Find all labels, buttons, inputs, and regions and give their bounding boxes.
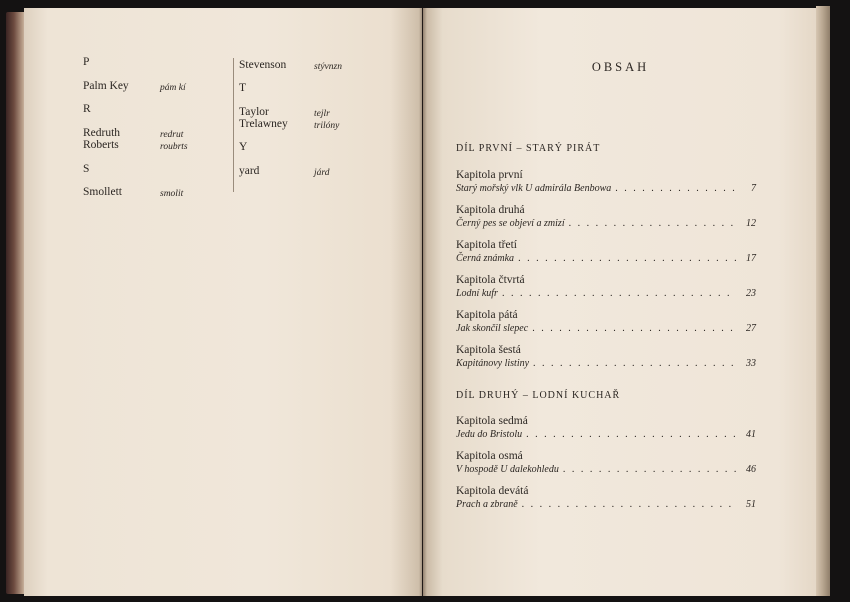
glossary-pronunciation: tejlr (314, 109, 330, 119)
glossary-pronunciation: pám kí (160, 83, 186, 93)
chapter-title: Černá známka (456, 253, 515, 264)
glossary-letter: R (83, 103, 91, 115)
glossary-pronunciation: redrut (160, 130, 184, 140)
glossary-name: Trelawney (239, 118, 288, 130)
toc-entry (456, 309, 756, 335)
glossary-name: Redruth (83, 127, 121, 139)
chapter-title: Starý mořský vlk U admirála Benbowa (456, 183, 612, 194)
glossary-name: Stevenson (239, 59, 287, 71)
glossary-name: Taylor (239, 106, 269, 118)
toc-entry (456, 239, 756, 265)
dot-leader (502, 287, 736, 300)
glossary-name: yard (239, 165, 260, 177)
dot-leader (615, 182, 736, 195)
chapter-label: Kapitola šestá (456, 344, 521, 356)
glossary-name: Roberts (83, 139, 119, 151)
left-page (24, 8, 422, 596)
toc-entry (456, 485, 756, 511)
toc-entry (456, 204, 756, 230)
toc-entry (456, 274, 756, 300)
dot-leader (522, 498, 736, 511)
glossary-pronunciation: trilóny (314, 121, 340, 131)
chapter-label: Kapitola třetí (456, 239, 517, 251)
dot-leader (526, 428, 736, 441)
page-number: 41 (746, 429, 756, 440)
page-number: 17 (746, 253, 756, 264)
toc-entry (456, 344, 756, 370)
chapter-label: Kapitola druhá (456, 204, 525, 216)
page-edges (816, 6, 830, 596)
chapter-title: Lodní kufr (456, 288, 498, 299)
glossary-letter: T (239, 82, 247, 94)
chapter-label: Kapitola devátá (456, 485, 529, 497)
chapter-label: Kapitola čtvrtá (456, 274, 525, 286)
page-number: 27 (746, 323, 756, 334)
chapter-label: Kapitola osmá (456, 450, 523, 462)
column-divider (233, 58, 234, 192)
chapter-label: Kapitola pátá (456, 309, 518, 321)
chapter-title: Prach a zbraně (456, 499, 518, 510)
chapter-title: Jak skončil slepec (456, 323, 529, 334)
page-number: 33 (746, 358, 756, 369)
glossary-pronunciation: járd (314, 168, 330, 178)
glossary-pronunciation: roubrts (160, 142, 188, 152)
chapter-label: Kapitola první (456, 169, 523, 181)
page-number: 46 (746, 464, 756, 475)
toc-entry (456, 415, 756, 441)
chapter-title: Černý pes se objeví a zmizí (456, 218, 565, 229)
toc-entry (456, 450, 756, 476)
glossary-letter: Y (239, 141, 248, 153)
toc-title: OBSAH (591, 60, 650, 74)
book-spine-edge (6, 12, 26, 594)
glossary-letter: P (83, 56, 90, 68)
dot-leader (563, 463, 736, 476)
glossary-pronunciation: smolit (160, 189, 184, 199)
dot-leader (533, 357, 736, 370)
glossary-letter: S (83, 163, 90, 175)
glossary-pronunciation: stývnzn (314, 62, 342, 72)
dot-leader (518, 252, 736, 265)
part-heading: DÍL PRVNÍ – STARÝ PIRÁT (456, 143, 601, 154)
glossary-name: Palm Key (83, 80, 129, 92)
chapter-title: Kapitánovy listiny (456, 358, 530, 369)
page-number: 51 (746, 499, 756, 510)
toc-entry (456, 169, 756, 195)
book-gutter (419, 8, 427, 596)
page-number: 12 (746, 218, 756, 229)
glossary-name: Smollett (83, 186, 122, 198)
page-number: 23 (746, 288, 756, 299)
chapter-title: V hospodě U dalekohledu (456, 464, 559, 475)
dot-leader (532, 322, 736, 335)
dot-leader (569, 217, 736, 230)
part-heading: DÍL DRUHÝ – LODNÍ KUCHAŘ (456, 390, 621, 401)
chapter-label: Kapitola sedmá (456, 415, 528, 427)
chapter-title: Jedu do Bristolu (456, 429, 523, 440)
page-number: 7 (751, 183, 756, 194)
